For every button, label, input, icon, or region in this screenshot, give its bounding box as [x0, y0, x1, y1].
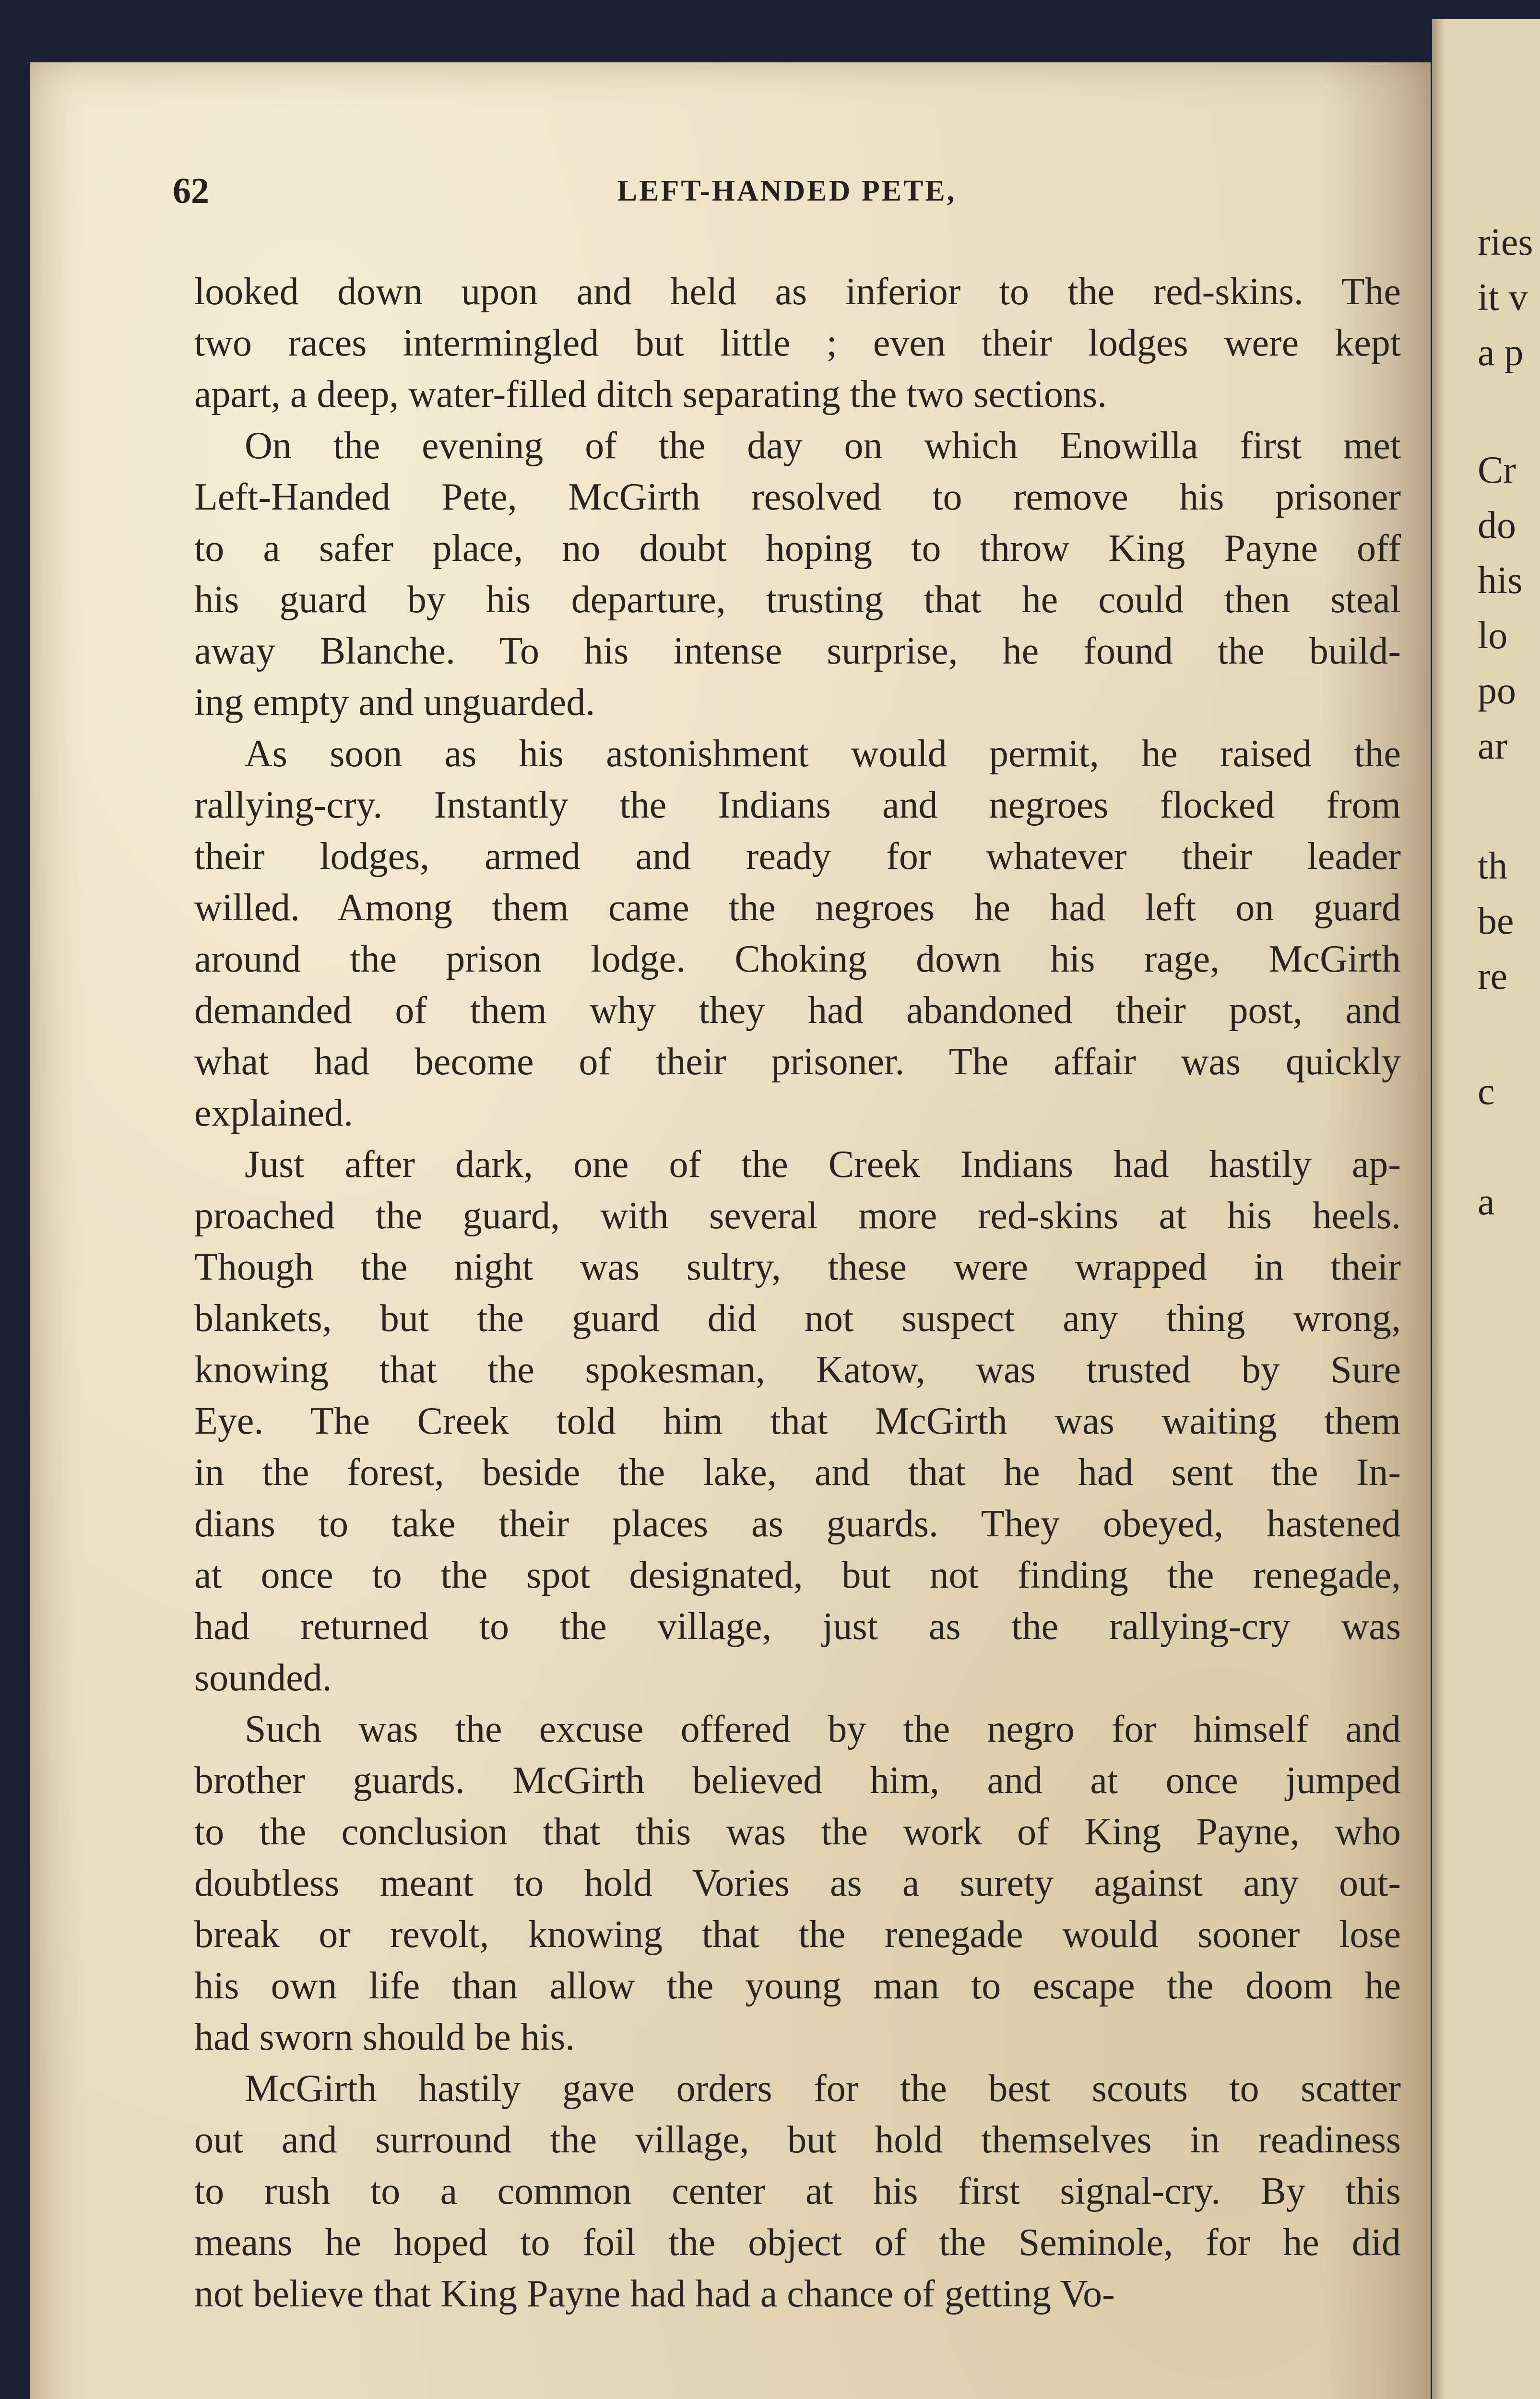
text-line: McGirth hastily gave orders for the best scouts to scatter — [245, 2067, 1401, 2110]
facing-page-text-fragment: it v — [1478, 276, 1528, 319]
paragraph — [194, 1139, 1401, 1704]
text-line: Left-Handed Pete, McGirth resolved to remove his prisoner — [194, 476, 1401, 518]
facing-page-text-fragment: do — [1478, 504, 1516, 546]
body-text — [194, 266, 1401, 2320]
page-header — [173, 170, 1401, 223]
text-line: what had become of their prisoner. The affair was quickly — [194, 1041, 1401, 1083]
text-line: their lodges, armed and ready for whatever their leader — [194, 835, 1401, 878]
paragraph — [194, 2063, 1401, 2320]
text-line: in the forest, beside the lake, and that he had sent the In- — [194, 1451, 1401, 1494]
text-line: his own life than allow the young man to escape the doom he — [194, 1965, 1401, 2007]
text-line: to rush to a common center at his first signal-cry. By this — [194, 2170, 1401, 2212]
text-line: demanded of them why they had abandoned their post, and — [194, 989, 1401, 1032]
facing-page-text-fragment: ries — [1478, 221, 1533, 263]
facing-page-text-fragment: re — [1478, 955, 1508, 998]
text-line: at once to the spot designated, but not finding the renegade, — [194, 1554, 1401, 1596]
facing-page-text-fragment: Cr — [1478, 449, 1516, 491]
text-line: ing empty and unguarded. — [194, 681, 595, 724]
facing-page-edge — [1432, 19, 1540, 2399]
facing-page-text-fragment: lo — [1478, 615, 1508, 657]
text-line: dians to take their places as guards. They obeyed, hastened — [194, 1503, 1401, 1545]
text-line: Such was the excuse offered by the negro for himself and — [245, 1708, 1401, 1750]
text-line: sounded. — [194, 1657, 332, 1699]
text-line: away Blanche. To his intense surprise, he found the build- — [194, 630, 1401, 672]
facing-page-text-fragment: a p — [1478, 332, 1524, 374]
text-line: As soon as his astonishment would permit, he raised the — [245, 733, 1401, 775]
facing-page-text-fragment: ar — [1478, 725, 1508, 767]
text-line: to a safer place, no doubt hoping to throw King Payne off — [194, 527, 1401, 570]
paragraph — [194, 1704, 1401, 2063]
text-line: blankets, but the guard did not suspect any thing wrong, — [194, 1297, 1401, 1340]
text-line: brother guards. McGirth believed him, and at once jumped — [194, 1759, 1401, 1802]
facing-page-text-fragment: his — [1478, 559, 1523, 602]
text-line: willed. Among them came the negroes he had left on guard — [194, 887, 1401, 929]
paragraph — [194, 728, 1401, 1139]
text-line: proached the guard, with several more red-skins at his heels. — [194, 1195, 1401, 1237]
text-line: had sworn should be his. — [194, 2016, 575, 2058]
facing-page-text-fragment: c — [1478, 1070, 1495, 1113]
text-line: Eye. The Creek told him that McGirth was waiting them — [194, 1400, 1401, 1442]
text-line: Though the night was sultry, these were wrapped in their — [194, 1246, 1401, 1288]
facing-page-text-fragment: th — [1478, 845, 1508, 887]
text-line: Just after dark, one of the Creek Indians had hastily ap- — [245, 1143, 1401, 1186]
text-line: means he hoped to foil the object of the Seminole, for he did — [194, 2221, 1401, 2264]
page-number: 62 — [173, 171, 209, 211]
running-head: LEFT-HANDED PETE, — [617, 175, 957, 207]
text-line: break or revolt, knowing that the renegade would sooner lose — [194, 1913, 1401, 1956]
text-line: knowing that the spokesman, Katow, was trusted by Sure — [194, 1349, 1401, 1391]
text-line: apart, a deep, water-filled ditch separating the two sections. — [194, 373, 1107, 416]
text-line: not believe that King Payne had had a chance of getting Vo- — [194, 2273, 1115, 2315]
facing-page-text-fragment: be — [1478, 900, 1514, 942]
text-line: rallying-cry. Instantly the Indians and negroes flocked from — [194, 784, 1401, 826]
facing-page-text-fragment: po — [1478, 670, 1516, 712]
text-line: had returned to the village, just as the rallying-cry was — [194, 1605, 1401, 1648]
paragraph — [194, 420, 1401, 728]
text-line: his guard by his departure, trusting that he could then steal — [194, 579, 1401, 621]
text-line: two races intermingled but little ; even their lodges were kept — [194, 322, 1401, 364]
paragraph — [194, 266, 1401, 420]
text-line: around the prison lodge. Choking down his rage, McGirth — [194, 938, 1401, 980]
text-line: out and surround the village, but hold themselves in readiness — [194, 2119, 1401, 2161]
text-line: looked down upon and held as inferior to the red-skins. The — [194, 271, 1401, 313]
text-line: On the evening of the day on which Enowilla first met — [245, 425, 1401, 467]
facing-page-text-fragment: a — [1478, 1181, 1495, 1223]
text-line: doubtless meant to hold Vories as a surety against any out- — [194, 1862, 1401, 1904]
text-line: to the conclusion that this was the work of King Payne, who — [194, 1811, 1401, 1853]
text-line: explained. — [194, 1092, 353, 1134]
